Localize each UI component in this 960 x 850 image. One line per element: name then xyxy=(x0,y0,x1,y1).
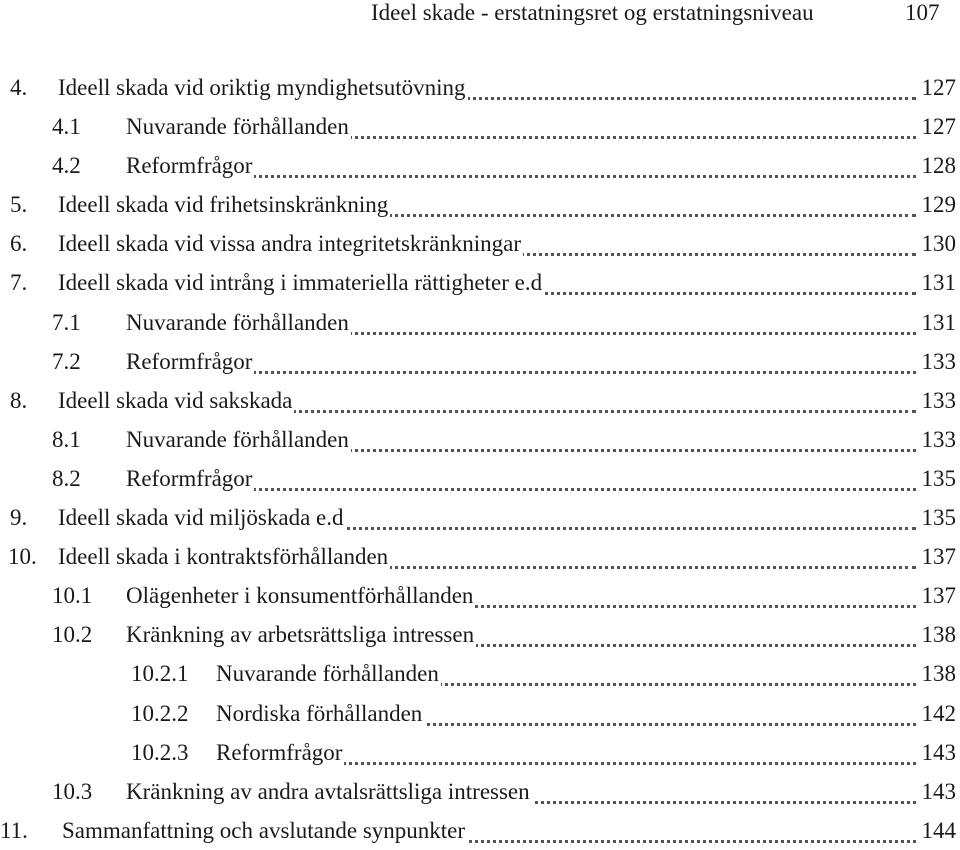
toc-entry[interactable] xyxy=(0,224,960,263)
running-header xyxy=(0,0,960,30)
toc-entry-page-number: 144 xyxy=(921,817,956,843)
toc-entry-page-number: 127 xyxy=(921,75,956,100)
toc-entry-title: Ideell skada vid intrång i immateriella rättigheter e.d xyxy=(58,270,543,296)
toc-entry-title: Kränkning av arbetsrättsliga intressen xyxy=(126,622,475,648)
toc-entry[interactable] xyxy=(0,811,960,850)
toc-entry-number: 7.2 xyxy=(52,348,81,374)
toc-entry-number: 9. xyxy=(10,505,28,531)
toc-entry-title: Olägenheter i konsumentförhållanden xyxy=(126,583,474,609)
toc-entry-page-number: 143 xyxy=(921,778,956,804)
toc-entry[interactable] xyxy=(0,772,960,811)
toc-entry-page-number: 133 xyxy=(921,387,956,413)
toc-entry[interactable] xyxy=(0,694,960,733)
toc-entry-title: Ideell skada vid oriktig myndighetsutövning xyxy=(58,75,466,100)
toc-entry-number: 4.2 xyxy=(52,153,81,179)
toc-entry-number: 10.2.2 xyxy=(131,700,189,726)
toc-entry-title: Ideell skada i kontraktsförhållanden xyxy=(58,544,389,570)
toc-entry-title: Ideell skada vid miljöskada e.d xyxy=(58,505,344,531)
toc-entry-title: Reformfrågor xyxy=(126,153,253,179)
toc-entry-page-number: 137 xyxy=(921,583,956,609)
toc-entry-number: 6. xyxy=(10,231,28,257)
toc-entry-page-number: 142 xyxy=(921,700,956,726)
running-header-page-number: 107 xyxy=(905,0,940,25)
toc-entry-page-number: 133 xyxy=(921,348,956,374)
toc-entry-number: 8.2 xyxy=(52,465,81,491)
toc-entry[interactable] xyxy=(0,733,960,772)
running-header-title: Ideel skade - erstatningsret og erstatningsniveau xyxy=(371,0,814,25)
toc-entry-title: Reformfrågor xyxy=(126,348,253,374)
toc-entry-title: Nordiska förhållanden xyxy=(216,700,423,726)
toc-entry-number: 7. xyxy=(10,270,28,296)
toc-entry[interactable] xyxy=(0,615,960,654)
toc-entry[interactable] xyxy=(0,381,960,420)
toc-entry-page-number: 138 xyxy=(921,661,956,687)
toc-entry-title: Reformfrågor xyxy=(216,739,343,765)
toc-entry[interactable] xyxy=(0,342,960,381)
toc-entry-page-number: 133 xyxy=(921,426,956,452)
toc-entry-title: Kränkning av andra avtalsrättsliga intressen xyxy=(126,778,530,804)
toc-entry-number: 4.1 xyxy=(52,114,81,140)
toc-entry-page-number: 129 xyxy=(921,192,956,218)
toc-entry-number: 10.2.3 xyxy=(131,739,189,765)
toc-entry-title: Nuvarande förhållanden xyxy=(126,114,349,140)
toc-entry-number: 7.1 xyxy=(52,309,81,335)
toc-entry-title: Ideell skada vid frihetsinskränkning xyxy=(58,192,389,218)
toc-entry[interactable] xyxy=(0,263,960,302)
toc-entry[interactable] xyxy=(0,537,960,576)
toc-entry-title: Nuvarande förhållanden xyxy=(126,309,349,335)
toc-entry-title: Nuvarande förhållanden xyxy=(126,426,349,452)
toc-entry-number: 10.1 xyxy=(52,583,93,609)
toc-entry[interactable] xyxy=(0,498,960,537)
toc-entry-title: Sammanfattning och avslutande synpunkter xyxy=(62,817,466,843)
toc-entry[interactable] xyxy=(0,146,960,185)
toc-entry-number: 4. xyxy=(10,75,28,100)
toc-entry-title: Nuvarande förhållanden xyxy=(216,661,439,687)
toc-entry[interactable] xyxy=(0,303,960,342)
toc-entry-number: 5. xyxy=(10,192,28,218)
toc-entry-page-number: 138 xyxy=(921,622,956,648)
toc-entry-title: Reformfrågor xyxy=(126,465,253,491)
table-of-contents xyxy=(0,68,960,850)
toc-entry-number: 11. xyxy=(0,817,28,843)
toc-entry-page-number: 128 xyxy=(921,153,956,179)
toc-entry-page-number: 135 xyxy=(921,505,956,531)
toc-entry[interactable] xyxy=(0,654,960,693)
toc-entry[interactable] xyxy=(0,459,960,498)
toc-entry-page-number: 143 xyxy=(921,739,956,765)
toc-entry-page-number: 127 xyxy=(921,114,956,140)
toc-entry[interactable] xyxy=(0,68,960,107)
toc-entry[interactable] xyxy=(0,107,960,146)
toc-entry-page-number: 130 xyxy=(921,231,956,257)
toc-entry-page-number: 131 xyxy=(921,309,956,335)
toc-entry-page-number: 137 xyxy=(921,544,956,570)
toc-entry[interactable] xyxy=(0,576,960,615)
toc-entry-number: 10.2.1 xyxy=(131,661,189,687)
toc-entry-number: 8.1 xyxy=(52,426,81,452)
toc-entry-number: 10.3 xyxy=(52,778,93,804)
toc-entry-page-number: 131 xyxy=(921,270,956,296)
toc-entry[interactable] xyxy=(0,420,960,459)
toc-entry[interactable] xyxy=(0,185,960,224)
toc-entry-title: Ideell skada vid vissa andra integritetskränkningar xyxy=(58,231,522,257)
toc-entry-number: 10.2 xyxy=(52,622,93,648)
toc-entry-page-number: 135 xyxy=(921,465,956,491)
toc-entry-number: 10. xyxy=(8,544,37,570)
toc-entry-number: 8. xyxy=(10,387,28,413)
toc-entry-title: Ideell skada vid sakskada xyxy=(58,387,293,413)
